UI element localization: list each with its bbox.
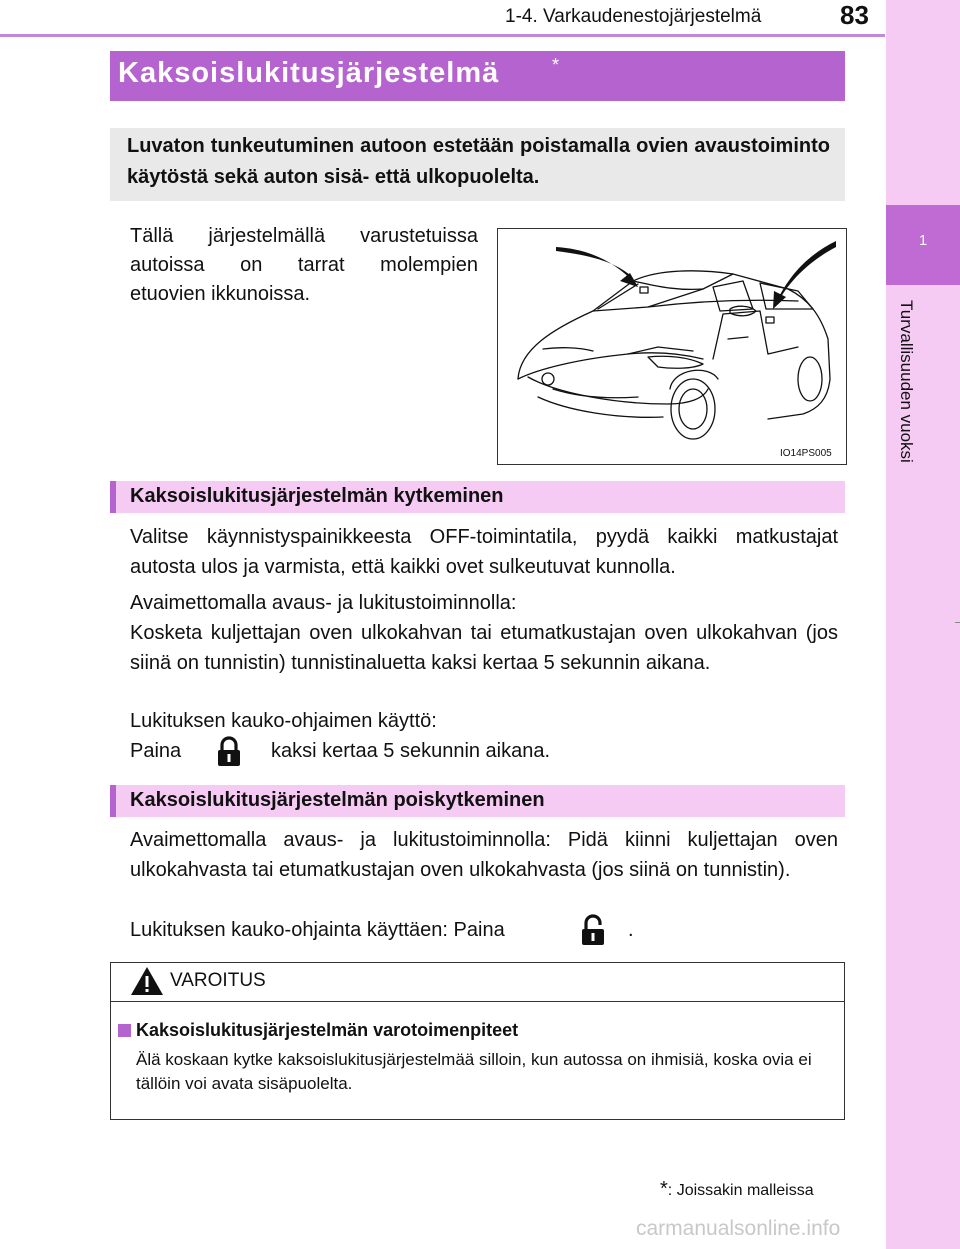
subheading-off: Kaksoislukitusjärjestelmän poiskytkeminen [130,789,545,811]
figure-code: IO14PS005 [780,448,832,459]
footnote-text: : Joissakin malleissa [667,1182,814,1199]
figure-caption-line1: Tällä järjestelmällä varustetuissa [130,225,478,247]
intro-text: Luvaton tunkeutuminen autoon estetään poistamalla ovien avaustoiminto käytöstä sekä auton sisä- että ulkopuolelta. [127,135,830,188]
warning-heading: Kaksoislukitusjärjestelmän varotoimenpiteet [136,1020,519,1040]
figure-caption-line3: etuovien ikkunoissa. [130,283,311,305]
header-rule [0,34,885,37]
page-title: Kaksoislukitusjärjestelmä [118,57,500,89]
subheading-edge-on [110,481,116,513]
chapter-number: 1 [918,232,928,249]
page-number: 83 [840,0,869,30]
warning-divider [111,1001,844,1002]
warning-body: Älä koskaan kytke kaksoislukitusjärjestelmää silloin, kun autossa on ihmisiä, koska ovia ei tällöin voi avata sisäpuolelta. [136,1050,812,1093]
footnote-asterisk: * [660,1178,668,1200]
off-paragraph-2-post: . [628,919,634,941]
on-paragraph-1: Valitse käynnistyspainikkeesta OFF-toimintatila, pyydä kaikki matkustajat autosta ulos ja varmista, että kaikki ovet sulkeutuvat kunnolla. [130,526,838,578]
figure-caption-line2: autoissa on tarrat molempien [130,254,478,276]
edge-mark [955,622,960,623]
off-paragraph-2-pre: Lukituksen kauko-ohjainta käyttäen: Paina [130,919,505,941]
chapter-label: Turvallisuuden vuoksi [897,300,916,463]
title-asterisk: * [552,55,560,75]
side-band [886,0,960,1249]
on-paragraph-3-post: kaksi kertaa 5 sekunnin aikana. [271,740,551,762]
footnote [660,1178,814,1201]
car-drawing [498,229,846,464]
bullet-square-icon [118,1024,131,1037]
off-paragraph-1: Avaimettomalla avaus- ja lukitustoiminnolla: Pidä kiinni kuljettajan oven ulkokahvasta tai etumatkustajan oven ulkokahvasta (jos siinä on tunnistin). [130,829,838,881]
watermark: carmanualsonline.info [636,1217,841,1240]
subheading-edge-off [110,785,116,817]
warning-title: VAROITUS [170,970,266,991]
car-illustration [497,228,847,465]
subheading-on: Kaksoislukitusjärjestelmän kytkeminen [130,485,504,507]
section-header: 1-4. Varkaudenestojärjestelmä [505,6,762,27]
on-paragraph-3-title: Lukituksen kauko-ohjaimen käyttö: [130,710,437,732]
lock-icon [214,736,244,773]
on-paragraph-2-body: Kosketa kuljettajan oven ulkokahvan tai etumatkustajan oven ulkokahvan (jos siinä on tunnistin) tunnistinaluetta kaksi kertaa 5 sekunnin aikana. [130,622,838,674]
unlock-icon [578,913,608,952]
on-paragraph-3-pre: Paina [130,740,182,762]
on-paragraph-2-title: Avaimettomalla avaus- ja lukitustoiminnolla: [130,592,517,614]
warning-triangle-icon [130,966,164,1001]
